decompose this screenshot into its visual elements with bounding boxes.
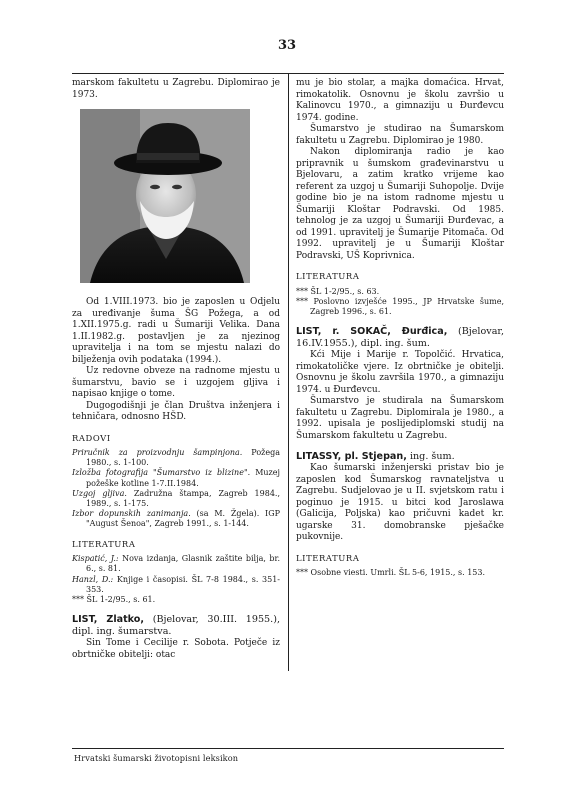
paragraph: Uz redovne obveze na radnome mjestu u šumarstvu, bavio se i uzgojem gljiva i napisao knjige o tome. [72,366,280,399]
footer-title: Hrvatski šumarski životopisni leksikon [74,753,239,763]
paragraph: Kao šumarski inženjerski pristav bio je zaposlen kod Šumarskog ravnateljstva u Zagrebu. Sudjelovao je u II. svjetskom ratu i poginuo je 1915. u bitci kod Jaroslawa (Galicija, Poljska) kao pričuvni kadet kr. ugarske 31. domobranske pješačke pukovnije. [296,463,504,543]
paragraph: Dugogodišnji je član Društva inženjera i tehničara, odnosno HŠD. [72,400,280,422]
paragraph: marskom fakultetu u Zagrebu. Diplomirao je 1973. [72,78,280,100]
literature-item: *** Osobne viesti. Umrli. ŠL 5-6, 1915., s. 153. [296,568,486,578]
section-label-literatura: LITERATURA [296,271,360,281]
radovi-item [72,448,280,468]
radovi-item [72,509,280,529]
column-divider [288,73,289,671]
lit-author: Kispatić, J.: [72,554,119,564]
lit-details: Nova izdanja, Glasnik zaštite bilja, br. 6., s. 81. [86,554,280,574]
literature-list [72,554,280,605]
radovi-item [72,468,280,488]
page-number: 33 [277,38,297,53]
literature-item [72,595,280,605]
entry-heading [296,451,504,463]
entry-details: (Bjelovar, 30.III. 1955.), dipl. ing. šumarstva. [72,614,281,638]
work-title: Priručnik za proizvodnju šampinjona. [72,448,243,457]
entry-name: LIST, r. SOKAČ, Đurđica, [296,326,448,338]
entry-details: (Bjelovar, 16.IV.1955.), dipl. ing. šum. [296,326,504,350]
paragraph: Od 1.VIII.1973. bio je zaposlen u Odjelu za uređivanje šuma ŠG Požega, a od 1.XII.1975.g. radi u Šumariji Velika. Dana 1.II.1982.g. postavljen je za njezinog upravitelja i na tom se mjestu nalazi do bilježenja ovih podataka (1994.). [72,297,280,365]
lit-details: *** ŠL 1-2/95., s. 61. [72,594,156,604]
paragraph: Sin Tome i Cecilije r. Sobota. Potječe iz obrtničke obitelji: otac [72,638,280,660]
literature-item [72,575,280,595]
work-title: Izbor dopunskih zanimanja. [72,509,191,519]
entry-details: ing. šum. [406,451,455,463]
radovi-list [72,448,280,530]
portrait-image [80,109,250,283]
entry-name: LITASSY, pl. Stjepan, [296,451,407,463]
work-title: Uzgoj gljiva. [72,488,127,498]
work-title: Izložba fotografija "Šumarstvo iz blizine". [72,468,251,478]
entry-name: LIST, Zlatko, [72,614,145,626]
paragraph: Nakon diplomiranja radio je kao pripravnik u šumskom građevinarstvu u Bjelovaru, a zatim kratko vrijeme kao referent za uzgoj u Šumariji Suhopolje. Dvije godine bio je na istom radnome mjestu u Šumariji Kloštar Podravski. Od 1985. tehnolog je za uzgoj u Šumariji Đurđevac, a od 1991. upravitelj je Šumarije Pitomača. Od 1992. upravitelj je u Šumariji Kloštar Podravski, UŠ Koprivnica. [296,147,504,261]
footer-rule [72,748,504,749]
section-label-literatura: LITERATURA [296,552,360,563]
left-column [72,78,280,661]
lit-details: Knjige i časopisi. ŠL 7-8 1984., s. 351-353. [86,574,281,594]
work-details: Muzej požeške kotline 1-7.II.1984. [86,468,280,488]
entry-heading [296,326,504,350]
work-details: Zadružna štampa, Zagreb 1984., 1989., s. 1-175. [86,488,280,509]
work-details: Požega 1980., s. 1-100. [86,448,280,468]
right-column [296,78,504,578]
section-label-literatura: LITERATURA [72,538,136,549]
entry-heading [72,614,280,638]
radovi-item [72,489,280,509]
literature-item: *** ŠL 1-2/95., s. 63. [296,286,380,296]
portrait-photo [80,109,250,283]
work-details: (sa M. Žgela). IGP "August Šenoa", Zagreb 1991., s. 1-144. [86,509,280,529]
paragraph: Šumarstvo je studirala na Šumarskom fakultetu u Zagrebu. Diplomirala je 1980., a 1992. upisala je poslijediplomski studij na Šumarskom fakultetu u Zagrebu. [296,396,504,441]
paragraph: Kći Mije i Marije r. Topolčić. Hrvatica, rimokatoličke vjere. Iz obrtničke je obitelji. Osnovnu je školu završila 1970., a gimnaziju 1974. u Đurđevcu. [296,350,504,395]
paragraph: mu je bio stolar, a majka domaćica. Hrvat, rimokatolik. Osnovnu je školu završio u Kalinovcu 1970., a gimnaziju u Đurđevcu 1974. godine. [296,78,504,123]
literature-item [72,554,280,574]
literature-item: *** Poslovno izvješće 1995., JP Hrvatske šume, Zagreb 1996., s. 61. [296,296,504,316]
paragraph: Šumarstvo je studirao na Šumarskom fakultetu u Zagrebu. Diplomirao je 1980. [296,124,504,146]
lit-author: Hanzl, D.: [72,574,114,584]
section-label-radovi: RADOVI [72,432,111,443]
